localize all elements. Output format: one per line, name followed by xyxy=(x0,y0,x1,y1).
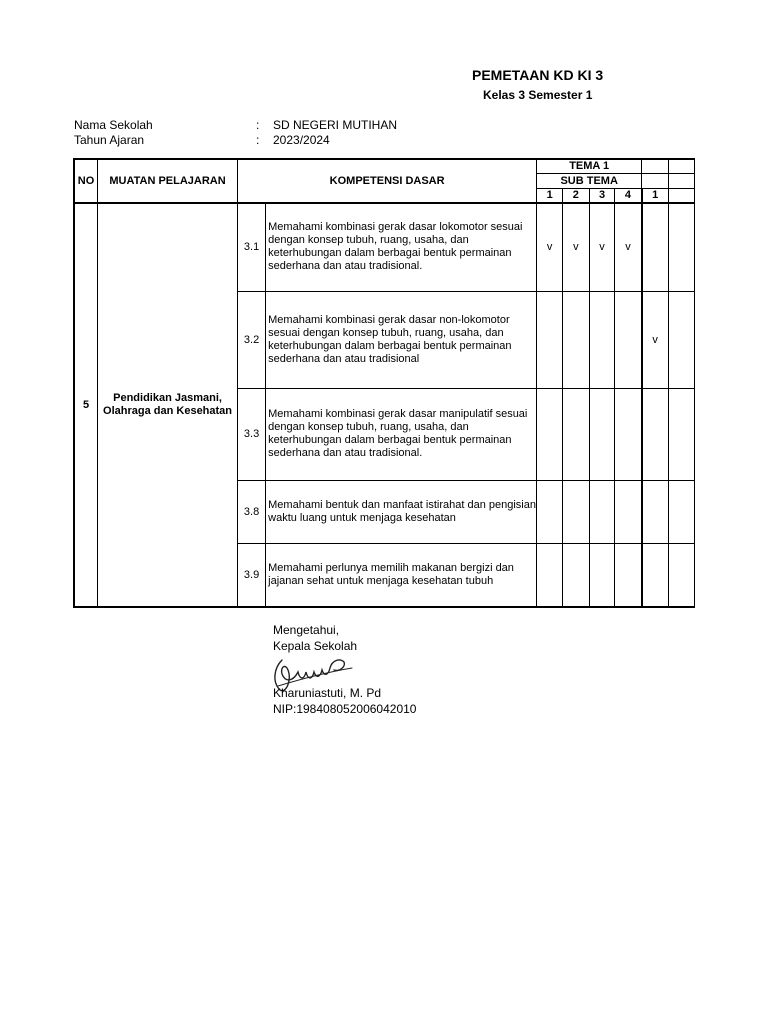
check-mark xyxy=(537,480,563,543)
check-mark xyxy=(589,291,615,388)
page-title: PEMETAAN KD KI 3 xyxy=(472,67,604,83)
school-label: Nama Sekolah xyxy=(74,118,153,132)
check-mark xyxy=(563,291,590,388)
check-mark xyxy=(642,203,669,291)
year-label: Tahun Ajaran xyxy=(74,133,145,147)
year-colon: : xyxy=(256,133,260,147)
header-tema-next-2 xyxy=(668,159,694,173)
check-cell-blank xyxy=(668,480,694,543)
check-mark xyxy=(537,388,563,480)
check-cell-blank xyxy=(668,388,694,480)
page-subtitle: Kelas 3 Semester 1 xyxy=(483,88,593,102)
check-mark xyxy=(642,388,669,480)
principal-nip: NIP:198408052006042010 xyxy=(273,702,417,716)
row-number: 5 xyxy=(74,203,98,607)
subtema-number: 4 xyxy=(615,188,642,203)
check-mark: v xyxy=(589,203,615,291)
check-mark xyxy=(615,291,642,388)
header-subtema-next-2 xyxy=(668,173,694,188)
principal-label: Kepala Sekolah xyxy=(273,639,358,653)
kd-description: Memahami kombinasi gerak dasar lokomotor sesuai dengan konsep tubuh, ruang, usaha, dan keterhubungan dalam berbagai bentuk permainan sederhana dan atau tradisional. xyxy=(266,203,537,291)
subject-name: Pendidikan Jasmani, Olahraga dan Kesehatan xyxy=(98,203,238,607)
check-mark xyxy=(563,388,590,480)
check-mark xyxy=(589,480,615,543)
header-subject: MUATAN PELAJARAN xyxy=(98,159,238,203)
header-subtema-next xyxy=(642,173,669,188)
header-subtema: SUB TEMA xyxy=(537,173,642,188)
check-mark xyxy=(615,480,642,543)
principal-name: Kharuniastuti, M. Pd xyxy=(273,686,382,700)
check-mark xyxy=(537,543,563,607)
header-tema: TEMA 1 xyxy=(537,159,642,173)
kd-number: 3.8 xyxy=(237,480,265,543)
kd-description: Memahami bentuk dan manfaat istirahat dan pengisian waktu luang untuk menjaga kesehatan xyxy=(266,480,537,543)
check-mark: v xyxy=(615,203,642,291)
acknowledged-label: Mengetahui, xyxy=(273,623,340,637)
school-value: SD NEGERI MUTIHAN xyxy=(273,118,398,132)
subtema-number: 2 xyxy=(563,188,590,203)
kd-number: 3.1 xyxy=(237,203,265,291)
check-mark xyxy=(589,543,615,607)
header-tema-next xyxy=(642,159,669,173)
check-mark xyxy=(642,543,669,607)
subtema-number-blank xyxy=(668,188,694,203)
header-no: NO xyxy=(74,159,98,203)
kd-description: Memahami kombinasi gerak dasar manipulatif sesuai dengan konsep tubuh, ruang, usaha, dan keterhubungan dalam berbagai bentuk permainan sederhana dan atau tradisional. xyxy=(266,388,537,480)
kd-number: 3.9 xyxy=(237,543,265,607)
subtema-number: 1 xyxy=(537,188,563,203)
year-value: 2023/2024 xyxy=(273,133,330,147)
kd-description: Memahami perlunya memilih makanan bergizi dan jajanan sehat untuk menjaga kesehatan tubuh xyxy=(266,543,537,607)
check-mark xyxy=(642,480,669,543)
check-cell-blank xyxy=(668,543,694,607)
check-mark xyxy=(563,480,590,543)
check-mark xyxy=(615,543,642,607)
check-mark: v xyxy=(537,203,563,291)
check-mark: v xyxy=(563,203,590,291)
kd-number: 3.2 xyxy=(237,291,265,388)
subtema-number: 3 xyxy=(589,188,615,203)
school-colon: : xyxy=(256,118,260,132)
check-cell-blank xyxy=(668,291,694,388)
check-mark xyxy=(537,291,563,388)
subtema-number: 1 xyxy=(642,188,669,203)
check-mark xyxy=(563,543,590,607)
check-mark xyxy=(589,388,615,480)
kd-number: 3.3 xyxy=(237,388,265,480)
header-kd: KOMPETENSI DASAR xyxy=(237,159,536,203)
check-cell-blank xyxy=(668,203,694,291)
kd-mapping-table xyxy=(73,158,695,608)
check-mark: v xyxy=(642,291,669,388)
check-mark xyxy=(615,388,642,480)
table-row xyxy=(74,203,695,291)
kd-description: Memahami kombinasi gerak dasar non-lokomotor sesuai dengan konsep tubuh, ruang, usaha, dan keterhubungan dalam berbagai bentuk permainan sederhana dan atau tradisional xyxy=(266,291,537,388)
